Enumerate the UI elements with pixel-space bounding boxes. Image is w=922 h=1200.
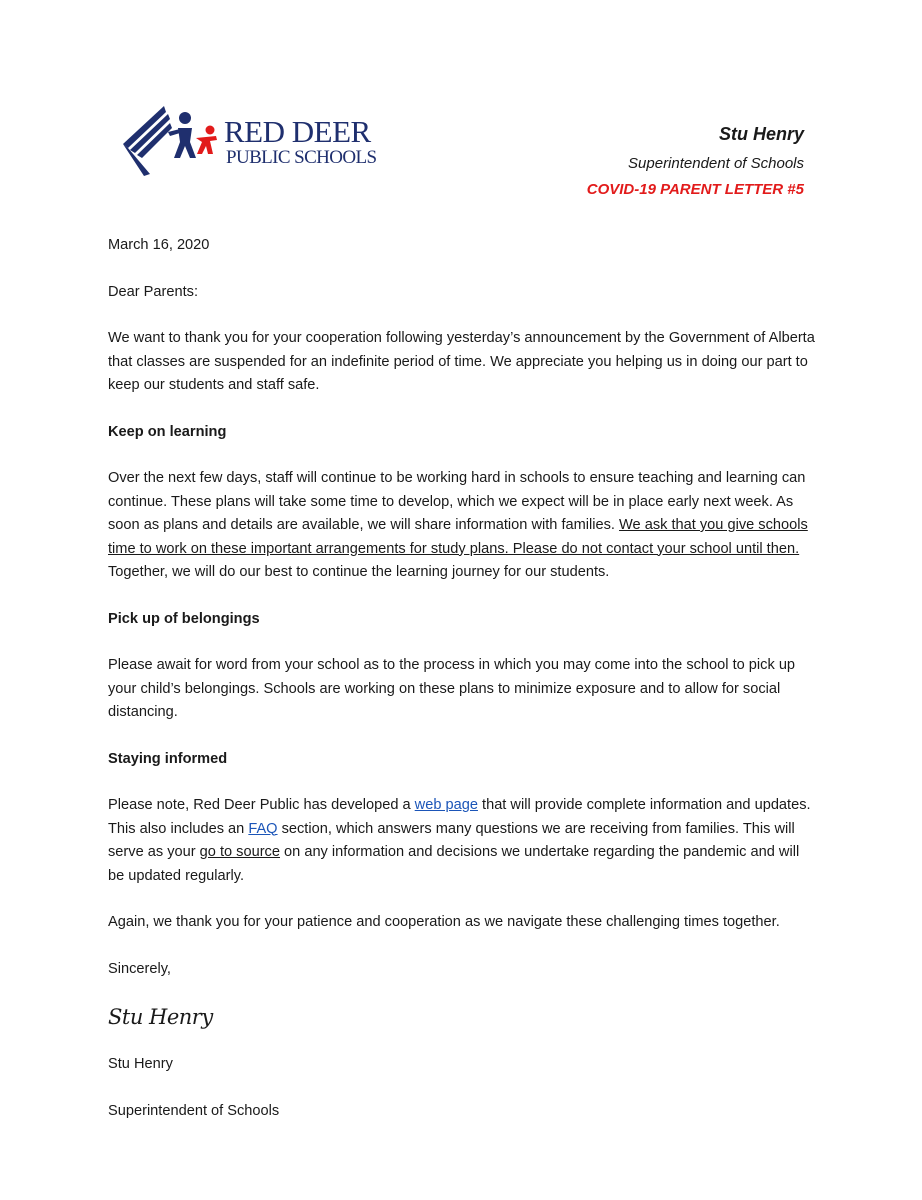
logo-book-emblem-icon (118, 96, 228, 182)
learning-heading: Keep on learning (108, 423, 227, 440)
informed-heading: Staying informed (108, 750, 228, 767)
faq-link[interactable]: FAQ (248, 820, 278, 837)
letter-date: March 16, 2020 (108, 237, 210, 253)
informed-paragraph (108, 794, 818, 888)
signature-block (108, 958, 818, 1124)
informed-text-3: section, which answers many questions we are receiving from families. This will serve as your (108, 820, 795, 860)
header-name: Stu Henry (718, 124, 804, 144)
belongings-paragraph: Please await for word from your school as to the process in which you may come into the school to pick up your child’s belongings. Schools are working on these plans to minimize exposure and to allow for social distancing. (108, 657, 796, 720)
header-title: Superintendent of Schools (628, 155, 804, 172)
letter-salutation: Dear Parents: (108, 283, 199, 300)
web-page-link[interactable]: web page (414, 797, 478, 813)
go-to-source-text: go to source (199, 844, 280, 860)
belongings-heading: Pick up of belongings (108, 610, 260, 627)
header-letter-number: COVID-19 PARENT LETTER #5 (586, 181, 804, 198)
handwritten-signature: Stu Henry (108, 1005, 213, 1029)
logo-name-line2: PUBLIC SCHOOLS (226, 147, 377, 168)
letter-header (587, 124, 804, 198)
learning-text-2: Together, we will do our best to continue the learning journey for our students. (108, 564, 610, 580)
informed-text-4: on any information and decisions we undertake regarding the pandemic and will be updated regularly. (108, 844, 800, 884)
closing-word: Sincerely, (108, 960, 171, 977)
learning-paragraph (108, 467, 818, 585)
signer-name: Stu Henry (108, 1056, 173, 1072)
learning-underlined-text: We ask that you give schools time to work on these important arrangements for study plans. Please do not contact your school until then. (108, 517, 808, 557)
intro-paragraph: We want to thank you for your cooperation following yesterday’s announcement by the Government of Alberta that classes are suspended for an indefinite period of time. We appreciate you helping us in doing our part to keep our students and staff safe. (108, 330, 815, 393)
letter-body (108, 234, 818, 1146)
informed-text-2: that will provide complete information and updates. This also includes an (108, 797, 811, 837)
signer-title: Superintendent of Schools (108, 1102, 280, 1119)
logo-name-line1: RED DEER (224, 114, 371, 149)
closing-paragraph: Again, we thank you for your patience and cooperation as we navigate these challenging times together. (108, 914, 780, 930)
district-logo (118, 96, 377, 182)
informed-text-1: Please note, Red Deer Public has developed a (108, 797, 415, 813)
learning-text-1: Over the next few days, staff will continue to be working hard in schools to ensure teaching and learning can continue. These plans will take some time to develop, which we expect will be in place early next week. As soon as plans and details are available, we will share information with families. (108, 470, 806, 533)
